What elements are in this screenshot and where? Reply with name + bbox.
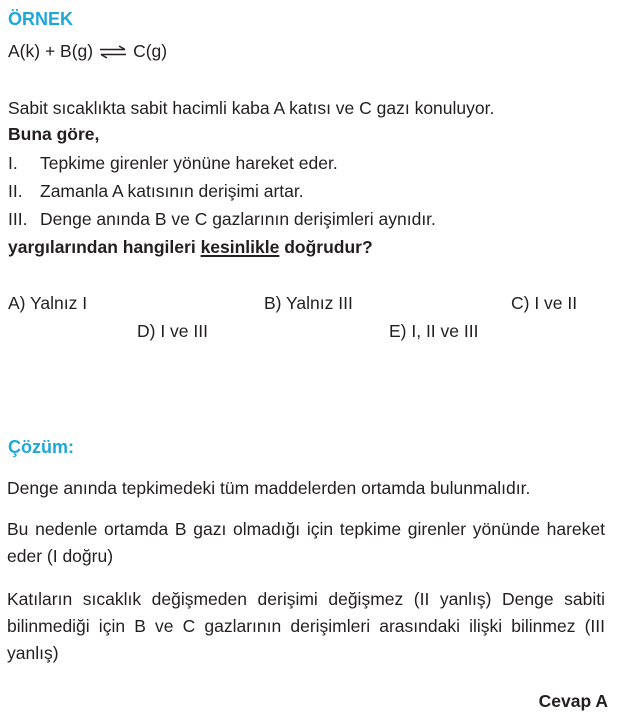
reaction-reactants: A(k) + B(g): [8, 41, 94, 61]
option-e: E) I, II ve III: [389, 321, 479, 341]
reaction-equation: [8, 41, 167, 62]
equilibrium-arrows-icon: [99, 45, 127, 59]
statement-2: [8, 181, 304, 202]
statement-number: I.: [8, 153, 18, 173]
statement-text: Tepkime girenler yönüne hareket eder.: [40, 153, 338, 173]
answer-label: Cevap A: [538, 691, 608, 711]
question-emphasis: kesinlikle: [200, 237, 280, 257]
question-part: doğrudur?: [279, 237, 373, 257]
solution-paragraph-2: Bu nedenle ortamda B gazı olmadığı için tepkime girenler yönünde hareket eder (I doğru): [7, 519, 605, 566]
question-intro: Sabit sıcaklıkta sabit hacimli kaba A katısı ve C gazı konuluyor.: [8, 98, 495, 118]
question-part: yargılarından hangileri: [8, 237, 201, 257]
reaction-products: C(g): [133, 41, 168, 61]
solution-paragraph-3: Katıların sıcaklık değişmeden derişimi değişmez (II yanlış) Denge sabiti bilinmediği için B ve C gazlarının derişimleri arasındaki ilişki bilinmez (III yanlış): [7, 589, 605, 663]
option-c: C) I ve II: [511, 293, 578, 313]
solution-paragraph-1: Denge anında tepkimedeki tüm maddelerden ortamda bulunmalıdır.: [7, 478, 531, 498]
solution-title: Çözüm:: [8, 437, 74, 457]
statement-3: [8, 209, 436, 230]
option-d: D) I ve III: [137, 321, 208, 341]
option-b: B) Yalnız III: [264, 293, 353, 313]
option-a: A) Yalnız I: [8, 293, 88, 313]
statement-1: [8, 153, 338, 174]
question-text: [8, 237, 373, 258]
example-title: ÖRNEK: [8, 9, 74, 29]
statement-text: Zamanla A katısının derişimi artar.: [40, 181, 304, 201]
question-lead: Buna göre,: [8, 124, 100, 144]
statement-number: II.: [8, 181, 23, 201]
statement-text: Denge anında B ve C gazlarının derişimleri aynıdır.: [40, 209, 436, 229]
statement-number: III.: [8, 209, 28, 229]
